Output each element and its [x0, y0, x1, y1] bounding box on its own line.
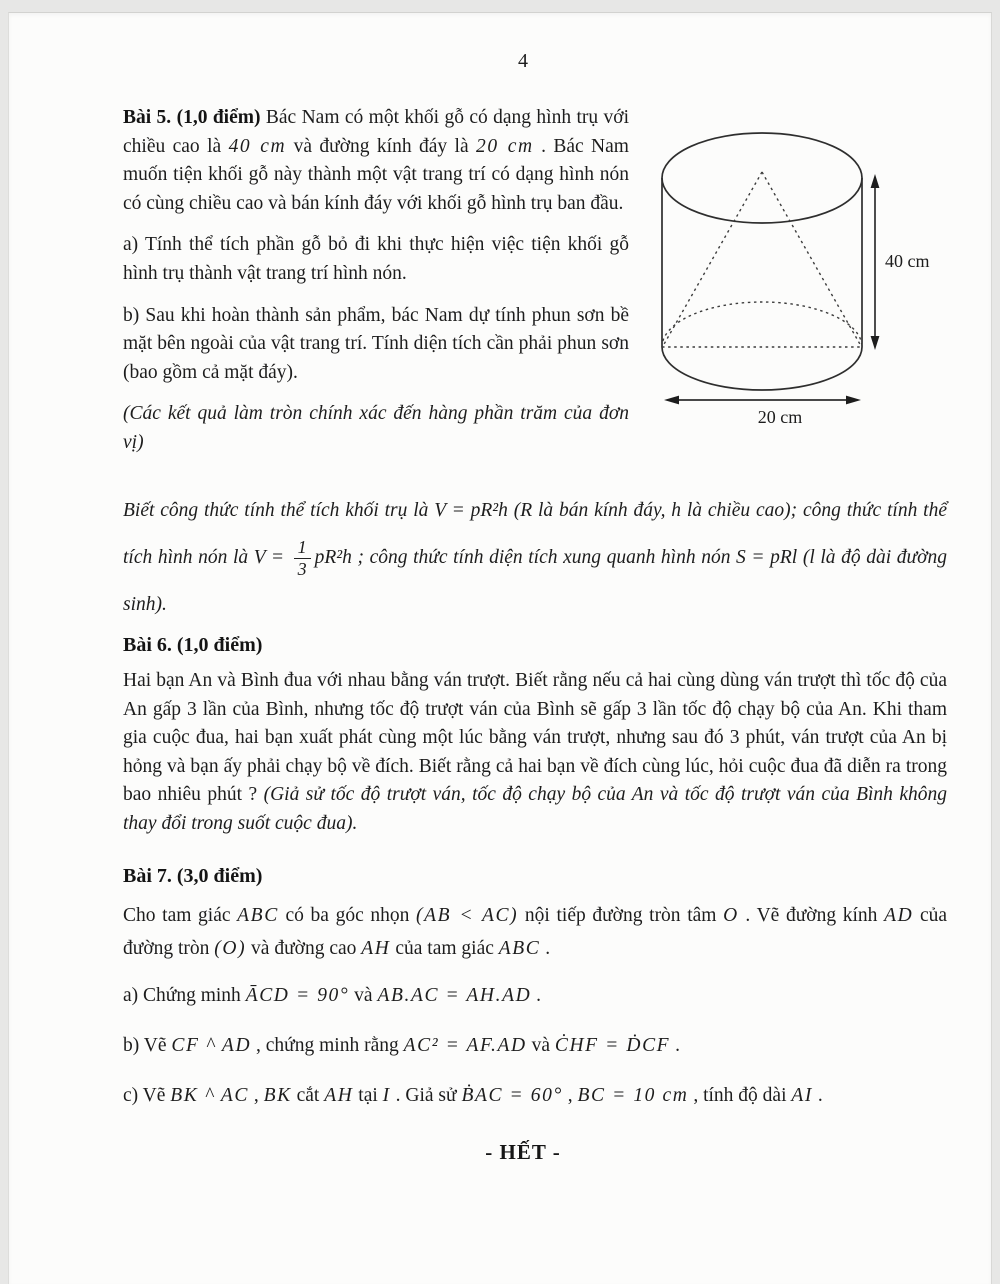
text-segment: ,	[562, 1085, 578, 1106]
text-segment: của đường tròn	[123, 905, 948, 959]
base-back-arc-dashed	[662, 302, 862, 347]
text-segment: a) Chứng minh	[123, 985, 246, 1006]
text-segment: O	[723, 905, 739, 926]
height-arrow-head-top	[871, 174, 880, 188]
text-segment: .	[670, 1035, 680, 1056]
text-segment: ĊHF = ḊCF	[554, 1035, 671, 1056]
text-segment: c) Vẽ	[123, 1085, 171, 1106]
text-segment: b) Vẽ	[123, 1035, 172, 1056]
text-segment: .	[540, 938, 551, 959]
text-segment: I	[382, 1085, 391, 1106]
end-marker: - HẾT -	[485, 1140, 561, 1164]
text-segment: ḂAC = 60°	[461, 1085, 563, 1106]
section-bai5	[123, 104, 947, 471]
text-segment: (Giả sử tốc độ trượt ván, tốc độ chạy bộ của An và tốc độ trượt ván của Bình không thay đổi trong suốt cuộc đua).	[123, 784, 948, 834]
text-segment: pR²h ; công thức tính diện tích xung quanh hình nón S = pRl (l là độ dài đường sinh).	[123, 547, 947, 615]
cylinder-bottom-front-arc	[662, 347, 862, 390]
text-segment: và	[349, 985, 378, 1006]
text-segment: 20 cm	[476, 135, 534, 157]
bai6-heading: Bài 6. (1,0 điểm)	[123, 634, 263, 656]
text-segment: (O)	[214, 938, 247, 959]
text-segment: AB.AC = AH.AD	[377, 985, 532, 1006]
cylinder-top-ellipse	[662, 133, 862, 223]
width-arrow-head-left	[664, 396, 679, 405]
figure-svg	[635, 120, 947, 432]
bai6-paragraph	[123, 667, 947, 839]
text-segment: (Các kết quả làm tròn chính xác đến hàng phần trăm của đơn vị)	[123, 403, 629, 453]
text-segment: .	[531, 985, 542, 1006]
fraction: $\frac{1}{3}$	[294, 538, 311, 579]
text-segment: của tam giác	[390, 938, 499, 959]
text-segment: Bài 5. (1,0 điểm)	[123, 107, 266, 128]
height-arrow-head-bottom	[871, 336, 880, 350]
text-segment: và	[526, 1035, 555, 1056]
text-segment: (AB < AC)	[416, 905, 519, 926]
page-number: 4	[518, 50, 528, 72]
bai7-item-a	[123, 981, 957, 1011]
text-segment: , chứng minh rằng	[251, 1035, 404, 1056]
text-segment: BK ^ AC	[170, 1085, 249, 1106]
text-segment: có ba góc nhọn	[278, 905, 417, 926]
text-segment: b) Sau khi hoàn thành sản phẩm, bác Nam dự tính phun sơn bề mặt bên ngoài của vật trang trí. Tính diện tích cần phải phun sơn (bao gồm cả mặt đáy).	[123, 304, 629, 383]
text-segment: .	[812, 1085, 823, 1106]
text-segment: Cho tam giác	[123, 905, 238, 926]
text-segment: CF ^ AD	[171, 1035, 252, 1056]
text-segment: a) Tính thể tích phần gỗ bỏ đi khi thực hiện việc tiện khối gỗ hình trụ thành vật trang trí hình nón.	[123, 234, 629, 284]
bai7-heading: Bài 7. (3,0 điểm)	[123, 865, 263, 887]
text-segment: ABC	[498, 938, 541, 959]
cone-right-slant-dashed	[762, 172, 861, 346]
cylinder-cone-figure	[635, 104, 947, 456]
text-segment: Bác Nam có một khối gỗ có dạng hình trụ với chiều cao là	[123, 107, 629, 157]
text-segment: . Bác Nam muốn tiện khối gỗ này thành một vật trang trí có dạng hình nón có cùng chiều cao và bán kính đáy với khối gỗ hình trụ ban đầu.	[123, 135, 629, 214]
width-arrow-head-right	[846, 396, 861, 405]
height-label: 40 cm	[885, 251, 930, 271]
text-segment: ĀCD = 90°	[245, 985, 350, 1006]
cone-left-slant-dashed	[663, 172, 762, 346]
text-segment: AD	[884, 905, 914, 926]
text-segment: . Giả sử	[390, 1085, 462, 1106]
bai7-item-c	[123, 1081, 957, 1111]
text-segment: AC² = AF.AD	[403, 1035, 527, 1056]
text-segment: nội tiếp đường tròn tâm	[518, 905, 724, 926]
text-segment: AH	[361, 938, 391, 959]
bai5-formula-note	[123, 487, 947, 628]
text-segment: . Vẽ đường kính	[738, 905, 885, 926]
text-segment: AI	[791, 1085, 813, 1106]
text-segment: , tính độ dài	[688, 1085, 792, 1106]
bai7-paragraph	[123, 899, 947, 965]
text-segment: AH	[324, 1085, 354, 1106]
text-segment: BC = 10 cm	[577, 1085, 689, 1106]
bai7-item-b	[123, 1031, 957, 1061]
text-segment: Hai bạn An và Bình đua với nhau bằng ván trượt. Biết rằng nếu cả hai cùng dùng ván trượt thì tốc độ của An gấp 3 lần của Bình, nhưng tốc độ trượt ván của Bình sẽ gấp 3 lần tốc độ chạy bộ của An. Khi tham gia cuộc đua, hai bạn xuất phát cùng một lúc bằng ván trượt, nhưng sau đó 3 phút, ván trượt của An bị hỏng và bạn ấy phải chạy bộ về đích. Biết rằng cả hai bạn về đích cùng lúc, hỏi cuộc đua đã diễn ra trong bao nhiêu phút ?	[123, 670, 947, 806]
text-segment: ABC	[237, 905, 279, 926]
text-segment: cắt	[291, 1085, 325, 1106]
text-segment: và đường cao	[246, 938, 362, 959]
text-segment: ,	[248, 1085, 264, 1106]
text-segment: tại	[353, 1085, 383, 1106]
text-segment: và đường kính đáy là	[286, 135, 477, 157]
text-segment: BK	[263, 1085, 292, 1106]
text-segment: Biết công thức tính thể tích khối trụ là V = pR²h (R là bán kính đáy, h là chiều cao); công thức tính thể tích hình nón là V =	[123, 500, 947, 568]
width-label: 20 cm	[757, 407, 803, 427]
text-segment: 40 cm	[228, 135, 287, 157]
